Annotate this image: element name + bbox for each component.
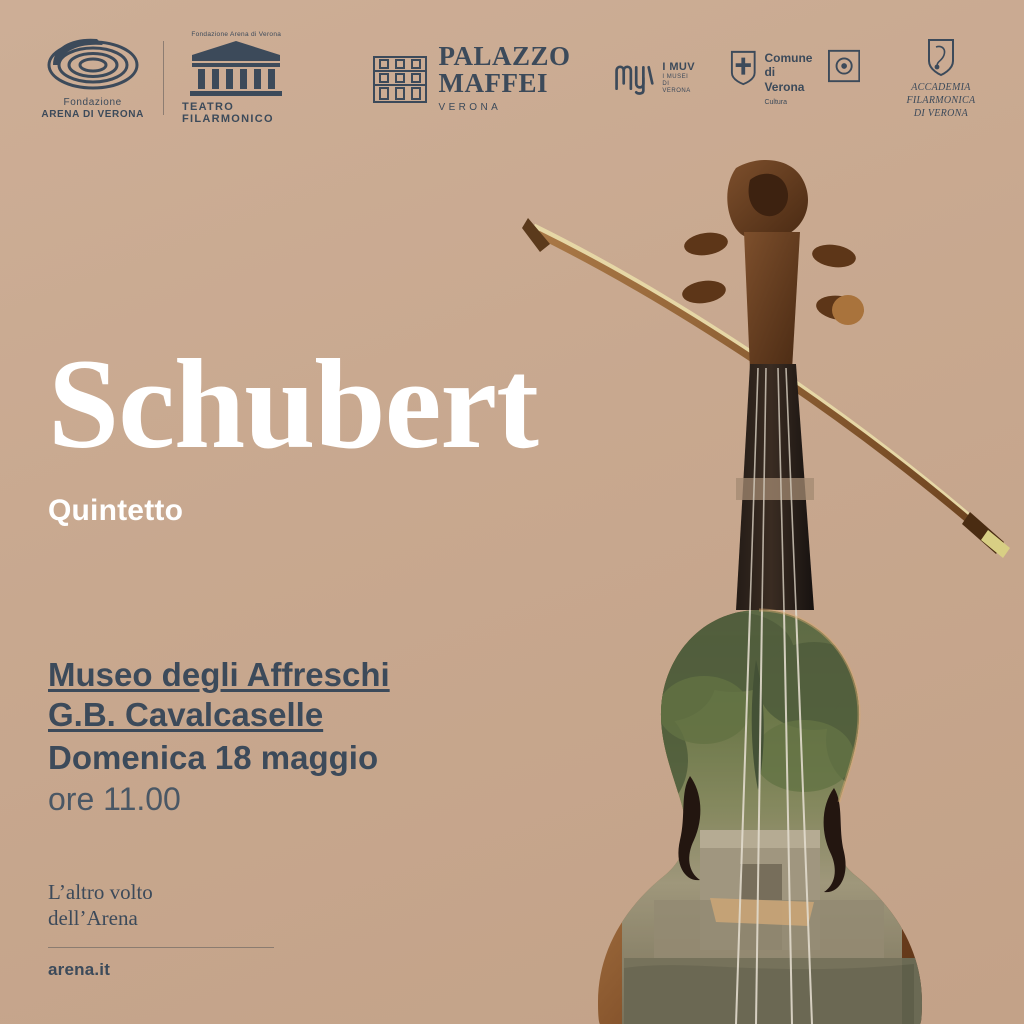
- work-subtitle: Quintetto: [48, 494, 184, 527]
- tagline-line-2: dell’Arena: [48, 905, 138, 930]
- violin-artwork: [504, 140, 1024, 1024]
- event-date: Domenica 18 maggio: [48, 738, 379, 776]
- logo-fondazione-arena[interactable]: [40, 35, 145, 122]
- event-details-block: [48, 655, 390, 819]
- venue-line-1: Museo degli Affreschi: [48, 656, 390, 693]
- logo-maffei-line2: MAFFEI: [438, 68, 549, 99]
- logo-muv-line2: I MUSEI: [662, 73, 689, 80]
- violin-scroll: [681, 160, 866, 370]
- logo-arena-line2: ARENA DI VERONA: [41, 109, 144, 120]
- logo-muv-line1: I MUV: [662, 61, 695, 74]
- logo-arena-line1: Fondazione: [63, 96, 122, 108]
- logo-teatro-caption: TEATRO FILARMONICO: [181, 101, 274, 125]
- logo-accademia-filarmonica[interactable]: [898, 37, 984, 120]
- logo-divider: [163, 41, 164, 115]
- logo-comune-line2: di Verona: [764, 65, 805, 94]
- logo-palazzo-maffei[interactable]: [371, 40, 571, 113]
- logo-muv-text: [662, 61, 695, 94]
- violin-body: [598, 610, 924, 1024]
- logo-teatro-filarmonico[interactable]: [182, 31, 291, 125]
- footer-divider: [48, 947, 274, 948]
- classical-temple-icon: [188, 41, 284, 97]
- tagline-line-1: L’altro volto: [48, 879, 153, 904]
- headline-block: [48, 333, 538, 528]
- logo-accademia-line2: DI VERONA: [913, 107, 968, 119]
- logo-comune-line1: Comune: [764, 50, 813, 65]
- logo-comune-line3: Cultura: [764, 98, 788, 106]
- logo-muv[interactable]: [613, 58, 696, 98]
- logo-muv-line3: DI VERONA: [662, 80, 691, 94]
- arena-rings-icon: [45, 35, 141, 91]
- logo-accademia-text: [898, 81, 984, 120]
- footer-block: [48, 879, 274, 981]
- website-link[interactable]: arena.it: [48, 960, 111, 979]
- logo-maffei-line3: VERONA: [438, 101, 502, 113]
- event-time: ore 11.00: [48, 780, 181, 817]
- violin-neck: [736, 364, 814, 610]
- logo-maffei-line1: PALAZZO: [438, 40, 571, 71]
- composer-title: Schubert: [48, 333, 538, 475]
- accademia-crest-icon: [926, 37, 956, 77]
- palazzo-facade-icon: [371, 51, 429, 105]
- muv-monogram-icon: [613, 58, 656, 98]
- verona-shield-icon: [730, 49, 757, 87]
- campaign-tagline: [48, 879, 274, 932]
- logo-comune-di-verona[interactable]: [730, 49, 860, 108]
- logo-maffei-text: [438, 40, 571, 113]
- cultura-square-icon: [828, 49, 860, 83]
- venue-line-2: G.B. Cavalcaselle: [48, 696, 324, 734]
- logo-teatro-superscript: Fondazione Arena di Verona: [191, 31, 282, 38]
- logo-comune-text: [764, 49, 815, 108]
- partner-logo-bar: [40, 28, 984, 128]
- logo-arena-caption: [41, 97, 144, 122]
- logo-accademia-line1: ACCADEMIA FILARMONICA: [906, 81, 976, 106]
